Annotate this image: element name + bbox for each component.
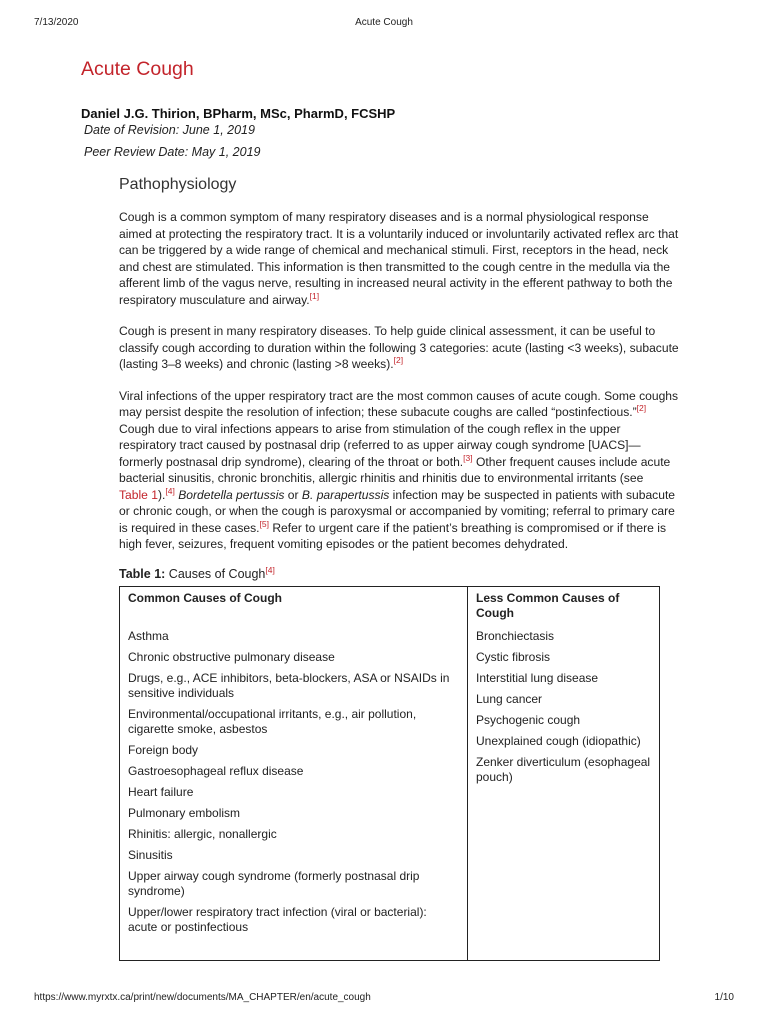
cause-item: Gastroesophageal reflux disease bbox=[128, 764, 304, 778]
text-line bbox=[119, 356, 689, 373]
table-row bbox=[120, 587, 660, 961]
common-causes-column bbox=[120, 587, 468, 961]
revision-date: Date of Revision: June 1, 2019 bbox=[84, 123, 255, 137]
print-header-title: Acute Cough bbox=[355, 17, 413, 28]
text-segment: ). bbox=[158, 487, 166, 502]
cause-item: Zenker diverticulum (esophageal pouch) bbox=[476, 755, 651, 784]
cause-item: Upper/lower respiratory tract infection (viral or bacterial): acute or postinfectious bbox=[128, 905, 427, 934]
text-segment: or bbox=[284, 487, 302, 502]
cause-item: Environmental/occupational irritants, e.g., air pollution, cigarette smoke, asbestos bbox=[128, 707, 417, 736]
text-line bbox=[119, 292, 689, 309]
column-header-less-common: Less Common Causes of Cough bbox=[476, 591, 620, 620]
column-header-common: Common Causes of Cough bbox=[128, 591, 283, 605]
page-number: 1/10 bbox=[714, 992, 734, 1003]
cause-item: Lung cancer bbox=[476, 692, 543, 706]
text-line: Cough due to viral infections appears to arise from stimulation of the cough reflex in the upper bbox=[119, 421, 621, 436]
table-caption-text: Causes of Cough bbox=[165, 567, 266, 581]
peer-review-date: Peer Review Date: May 1, 2019 bbox=[84, 145, 261, 159]
common-causes-list bbox=[128, 629, 459, 935]
text-segment: infection may be suspected in patients with subacute bbox=[389, 487, 676, 502]
article-body bbox=[119, 209, 689, 568]
text-line: and chest are stimulated. This information is then transmitted to the cough centre in the medulla via the bbox=[119, 259, 671, 274]
text-line: bacterial sinusitis, chronic bronchitis, allergic rhinitis and rhinitis due to environmental irritants (see bbox=[119, 471, 644, 485]
citation-link[interactable]: [2] bbox=[636, 403, 647, 413]
paragraph-1 bbox=[119, 209, 689, 308]
text-segment: (lasting 3–8 weeks) and chronic (lasting >8 weeks). bbox=[119, 357, 394, 371]
author: Daniel J.G. Thirion, BPharm, MSc, PharmD, FCSHP bbox=[81, 106, 396, 121]
text-line: afferent limb of the vagus nerve, resulting in increased neural activity in the efferent pathway to both the bbox=[119, 276, 673, 290]
text-line: high fever, seizures, frequent vomiting episodes or the patient becomes dehydrated. bbox=[119, 537, 569, 551]
print-date: 7/13/2020 bbox=[34, 17, 79, 28]
text-line: respiratory tract caused by postnasal drip (referred to as upper airway cough syndrome [UACS]— bbox=[119, 438, 641, 452]
text-line: Viral infections of the upper respiratory tract are the most common causes of acute cough. Some coughs bbox=[119, 388, 679, 403]
causes-table bbox=[119, 586, 660, 961]
text-segment: respiratory musculature and airway. bbox=[119, 292, 310, 307]
text-line bbox=[119, 520, 689, 537]
citation-link[interactable]: [4] bbox=[265, 565, 275, 575]
text-line: aimed at protecting the respiratory tract. It is a voluntarily induced or involuntarily activated reflex arc that bbox=[119, 226, 679, 241]
text-segment: may persist despite the resolution of infection; these subacute coughs are called “postinfectious.” bbox=[119, 405, 637, 419]
less-common-causes-list bbox=[476, 629, 651, 785]
text-line: Cough is a common symptom of many respiratory diseases and is a normal physiological response bbox=[119, 210, 649, 224]
cause-item: Sinusitis bbox=[128, 848, 173, 862]
paragraph-2 bbox=[119, 323, 689, 373]
cause-item: Drugs, e.g., ACE inhibitors, beta-blockers, ASA or NSAIDs in sensitive individuals bbox=[128, 671, 450, 700]
cause-item: Bronchiectasis bbox=[476, 629, 555, 643]
citation-link[interactable]: [3] bbox=[463, 452, 473, 463]
cause-item: Cystic fibrosis bbox=[476, 650, 551, 664]
citation-link[interactable]: [1] bbox=[309, 290, 320, 301]
text-line bbox=[119, 487, 689, 504]
text-line: can be triggered by a wide range of chemical and mechanical stimuli. First, receptors in the head, neck bbox=[119, 243, 669, 257]
text-line: or chronic cough, or when the cough is paroxysmal or accompanied by vomiting; referral to primary care bbox=[119, 504, 675, 518]
text-line bbox=[119, 404, 689, 421]
organism-name: Bordetella pertussis bbox=[178, 487, 285, 502]
less-common-causes-column bbox=[468, 587, 660, 961]
cause-item: Interstitial lung disease bbox=[476, 671, 599, 685]
cause-item: Pulmonary embolism bbox=[128, 806, 241, 820]
cause-item: Psychogenic cough bbox=[476, 713, 581, 727]
text-segment: Refer to urgent care if the patient’s breathing is compromised or if there is bbox=[268, 520, 667, 535]
table-1-link[interactable]: Table 1 bbox=[119, 487, 158, 502]
text-line: classify cough according to duration within the following 3 categories: acute (lasting <3 weeks), subacute bbox=[119, 340, 679, 355]
text-line: Cough is present in many respiratory diseases. To help guide clinical assessment, it can be useful to bbox=[119, 324, 656, 338]
cause-item: Unexplained cough (idiopathic) bbox=[476, 734, 641, 748]
cause-item: Rhinitis: allergic, nonallergic bbox=[128, 827, 277, 841]
table-caption-label: Table 1: bbox=[119, 567, 166, 581]
text-segment: formerly postnasal drip syndrome), clearing of the throat or both. bbox=[119, 454, 464, 469]
text-segment: Other frequent causes include acute bbox=[472, 454, 671, 469]
cause-item: Heart failure bbox=[128, 785, 194, 799]
citation-link[interactable]: [2] bbox=[393, 355, 404, 365]
text-line bbox=[119, 454, 689, 471]
section-heading: Pathophysiology bbox=[119, 176, 237, 193]
text-segment: is required in these cases. bbox=[119, 520, 260, 535]
cause-item: Chronic obstructive pulmonary disease bbox=[128, 650, 335, 664]
paragraph-3 bbox=[119, 388, 689, 553]
print-url: https://www.myrxtx.ca/print/new/documents/MA_CHAPTER/en/acute_cough bbox=[34, 992, 371, 1003]
citation-link[interactable]: [4] bbox=[165, 485, 175, 496]
table-caption bbox=[119, 567, 275, 581]
cause-item: Foreign body bbox=[128, 743, 199, 757]
cause-item: Upper airway cough syndrome (formerly postnasal drip syndrome) bbox=[128, 869, 420, 898]
cause-item: Asthma bbox=[128, 629, 169, 643]
organism-name: B. parapertussis bbox=[301, 487, 390, 502]
page-title: Acute Cough bbox=[81, 58, 194, 80]
citation-link[interactable]: [5] bbox=[259, 518, 269, 529]
